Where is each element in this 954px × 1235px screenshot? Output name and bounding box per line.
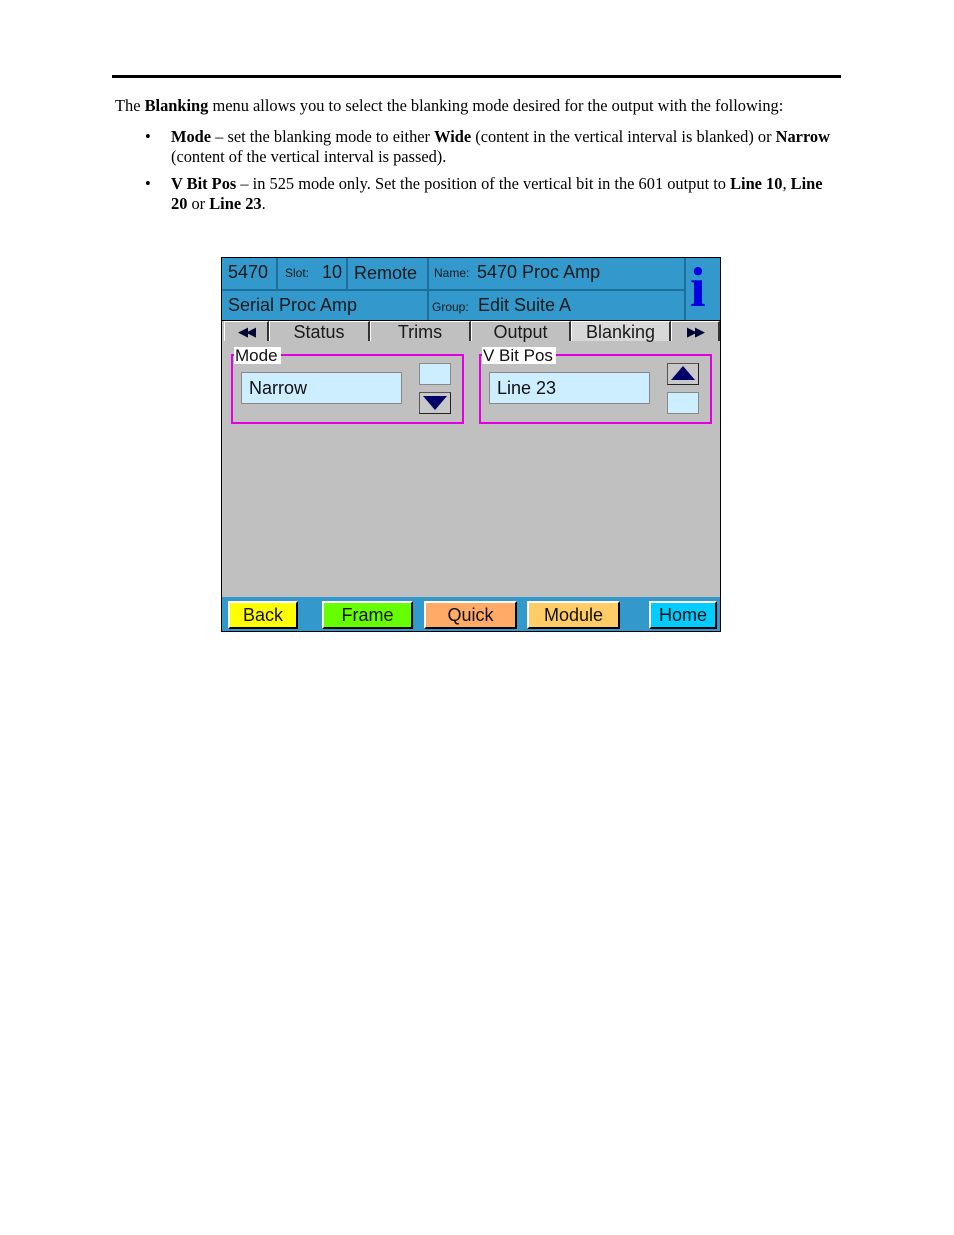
mode-value-field[interactable]: Narrow <box>241 372 402 404</box>
module-description: Serial Proc Amp <box>228 295 358 315</box>
tab-status[interactable]: Status <box>269 321 370 341</box>
control-mode: Remote <box>354 263 418 283</box>
vbit-pos-group <box>479 346 712 424</box>
tab-blanking[interactable]: Blanking <box>571 321 671 341</box>
bullet-vbitpos: • V Bit Pos – in 525 mode only. Set the position of the vertical bit in the 601 output to Line 10, Line 20 or Line 23. <box>145 173 823 213</box>
vbit-pos-group-label: V Bit Pos <box>482 347 556 364</box>
footer-bar <box>222 597 720 631</box>
module-name: 5470 Proc Amp <box>477 262 601 282</box>
tab-output[interactable]: Output <box>471 321 571 341</box>
vbit-pos-decrement-button[interactable] <box>667 392 699 414</box>
mode-decrement-button[interactable] <box>419 392 451 414</box>
quick-button[interactable]: Quick <box>424 601 517 629</box>
group-value: Edit Suite A <box>478 295 572 315</box>
bullet-dot: • <box>145 173 151 193</box>
mode-group <box>231 346 464 424</box>
home-button[interactable]: Home <box>649 601 717 629</box>
module-button[interactable]: Module <box>527 601 620 629</box>
bullet-list <box>115 127 840 215</box>
triangle-up-icon <box>668 364 698 384</box>
module-model: 5470 <box>228 262 269 282</box>
vbit-pos-increment-button[interactable] <box>667 363 699 385</box>
bullet-mode: • Mode – set the blanking mode to either Wide (content in the vertical interval is blanked) or Narrow (content of the vertical interval is passed). <box>145 126 830 166</box>
mode-increment-button[interactable] <box>419 363 451 385</box>
tab-trims[interactable]: Trims <box>370 321 471 341</box>
info-icon[interactable]: i <box>690 257 706 319</box>
slot-value: 10 <box>322 262 343 282</box>
tab-bar <box>222 320 720 343</box>
control-panel-screenshot <box>221 257 721 632</box>
tab-prev-arrow-icon[interactable]: ◀◀ <box>224 321 269 341</box>
mode-group-label: Mode <box>234 347 281 364</box>
intro-paragraph: The Blanking menu allows you to select the blanking mode desired for the output with the following: <box>115 96 784 115</box>
top-rule <box>112 75 841 78</box>
group-label: Group: <box>432 300 469 314</box>
name-label: Name: <box>434 266 470 280</box>
bullet-dot: • <box>145 126 151 146</box>
tab-next-arrow-icon[interactable]: ▶▶ <box>671 321 720 341</box>
back-button[interactable]: Back <box>228 601 298 629</box>
panel-header <box>222 258 720 320</box>
slot-label: Slot: <box>285 266 310 280</box>
triangle-down-icon <box>420 393 450 413</box>
vbit-pos-value-field[interactable]: Line 23 <box>489 372 650 404</box>
frame-button[interactable]: Frame <box>322 601 413 629</box>
document-body <box>115 96 840 221</box>
